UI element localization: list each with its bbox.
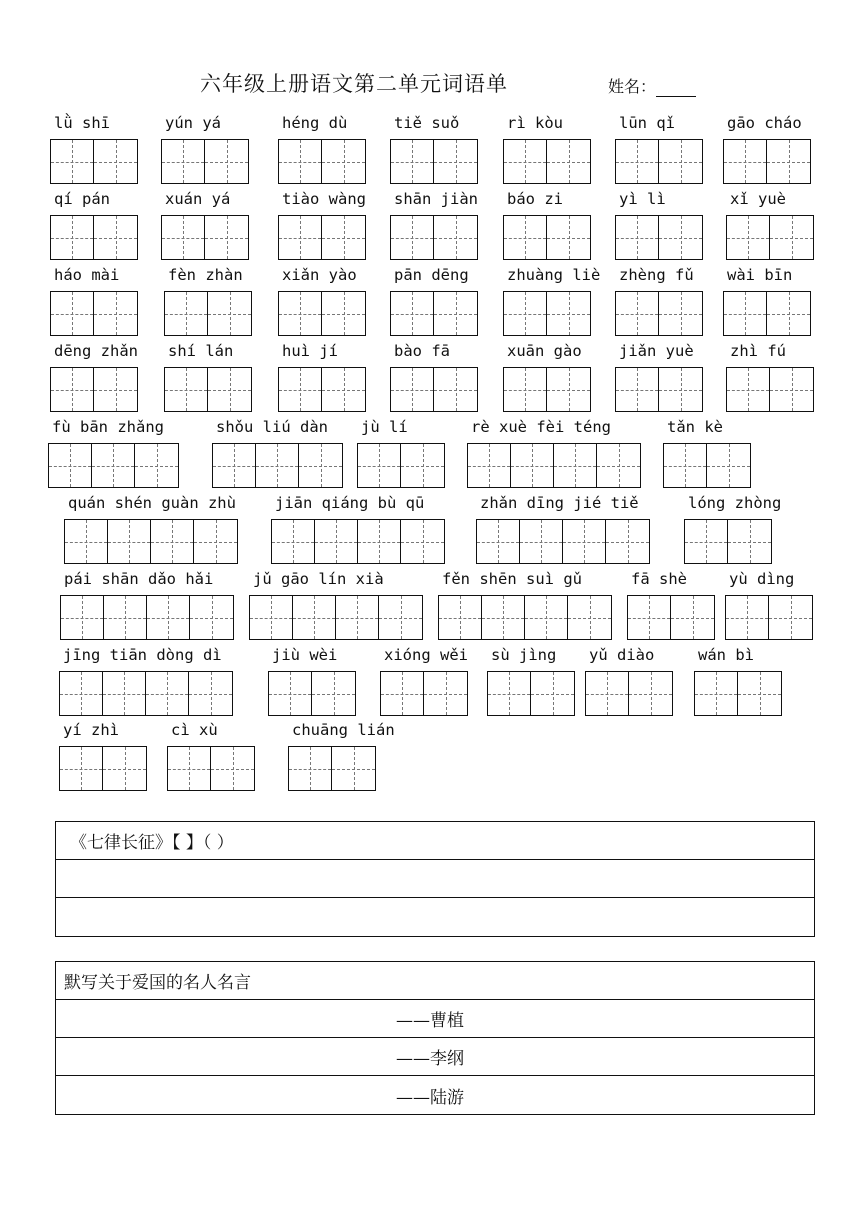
writing-grid[interactable] xyxy=(161,139,249,184)
pinyin-label: fěn shēn suì gǔ xyxy=(442,570,582,588)
pinyin-label: tiě suǒ xyxy=(394,114,460,132)
tianzige-cell[interactable] xyxy=(504,216,547,259)
tianzige-cell[interactable] xyxy=(312,672,355,715)
tianzige-cell[interactable] xyxy=(664,444,707,487)
writing-grid[interactable] xyxy=(59,671,233,716)
writing-grid[interactable] xyxy=(390,215,478,260)
tianzige-cell[interactable] xyxy=(616,140,659,183)
pinyin-label: jǔ gāo lín xià xyxy=(253,570,384,588)
pinyin-label: pái shān dǎo hǎi xyxy=(64,570,214,588)
tianzige-cell[interactable] xyxy=(531,672,574,715)
tianzige-cell[interactable] xyxy=(65,520,108,563)
tianzige-cell[interactable] xyxy=(547,368,590,411)
writing-grid[interactable] xyxy=(380,671,468,716)
tianzige-cell[interactable] xyxy=(525,596,568,639)
tianzige-cell[interactable] xyxy=(520,520,563,563)
tianzige-cell[interactable] xyxy=(94,368,137,411)
tianzige-cell[interactable] xyxy=(434,140,477,183)
writing-grid[interactable] xyxy=(278,291,366,336)
writing-grid[interactable] xyxy=(723,139,811,184)
poem-title: 《七律长征》【 】（ ） xyxy=(56,822,814,860)
tianzige-cell[interactable] xyxy=(322,140,365,183)
tianzige-cell[interactable] xyxy=(724,140,767,183)
writing-grid[interactable] xyxy=(50,215,138,260)
tianzige-cell[interactable] xyxy=(269,672,312,715)
tianzige-cell[interactable] xyxy=(504,292,547,335)
tianzige-cell[interactable] xyxy=(547,216,590,259)
writing-grid[interactable] xyxy=(615,291,703,336)
tianzige-cell[interactable] xyxy=(165,368,208,411)
tianzige-cell[interactable] xyxy=(424,672,467,715)
tianzige-cell[interactable] xyxy=(162,216,205,259)
tianzige-cell[interactable] xyxy=(293,596,336,639)
pinyin-label: shí lán xyxy=(168,342,234,360)
tianzige-cell[interactable] xyxy=(211,747,254,790)
tianzige-cell[interactable] xyxy=(190,596,233,639)
tianzige-cell[interactable] xyxy=(322,368,365,411)
writing-grid[interactable] xyxy=(60,595,234,640)
writing-grid[interactable] xyxy=(726,215,814,260)
page-title: 六年级上册语文第二单元词语单 xyxy=(200,72,508,96)
tianzige-cell[interactable] xyxy=(94,140,137,183)
name-label: 姓名： xyxy=(608,77,657,96)
tianzige-cell[interactable] xyxy=(168,747,211,790)
tianzige-cell[interactable] xyxy=(504,140,547,183)
tianzige-cell[interactable] xyxy=(51,216,94,259)
tianzige-cell[interactable] xyxy=(391,292,434,335)
tianzige-cell[interactable] xyxy=(272,520,315,563)
pinyin-label: huì jí xyxy=(282,342,338,360)
pinyin-label: yí zhì xyxy=(63,721,119,739)
tianzige-cell[interactable] xyxy=(61,596,104,639)
tianzige-cell[interactable] xyxy=(434,216,477,259)
pinyin-label: shān jiàn xyxy=(394,190,478,208)
tianzige-cell[interactable] xyxy=(724,292,767,335)
tianzige-cell[interactable] xyxy=(336,596,379,639)
writing-grid[interactable] xyxy=(487,671,575,716)
tianzige-cell[interactable] xyxy=(205,140,248,183)
writing-grid[interactable] xyxy=(271,519,445,564)
tianzige-cell[interactable] xyxy=(482,596,525,639)
pinyin-label: lóng zhòng xyxy=(688,494,782,512)
tianzige-cell[interactable] xyxy=(434,368,477,411)
tianzige-cell[interactable] xyxy=(391,140,434,183)
tianzige-cell[interactable] xyxy=(165,292,208,335)
writing-grid[interactable] xyxy=(161,215,249,260)
tianzige-cell[interactable] xyxy=(104,596,147,639)
pinyin-label: pān dēng xyxy=(394,266,469,284)
quotes-box xyxy=(55,961,815,1115)
tianzige-cell[interactable] xyxy=(135,444,178,487)
pinyin-label: lūn qǐ xyxy=(619,114,675,132)
writing-grid[interactable] xyxy=(164,367,252,412)
tianzige-cell[interactable] xyxy=(769,596,812,639)
writing-grid[interactable] xyxy=(278,367,366,412)
tianzige-cell[interactable] xyxy=(51,292,94,335)
writing-grid[interactable] xyxy=(64,519,238,564)
pinyin-label: dēng zhǎn xyxy=(54,342,138,360)
writing-grid[interactable] xyxy=(503,139,591,184)
writing-grid[interactable] xyxy=(694,671,782,716)
writing-grid[interactable] xyxy=(357,443,445,488)
tianzige-cell[interactable] xyxy=(391,216,434,259)
tianzige-cell[interactable] xyxy=(767,140,810,183)
writing-grid[interactable] xyxy=(212,443,343,488)
pinyin-label: shǒu liú dàn xyxy=(216,418,328,436)
pinyin-label: héng dù xyxy=(282,114,348,132)
tianzige-cell[interactable] xyxy=(205,216,248,259)
writing-grid[interactable] xyxy=(288,746,376,791)
tianzige-cell[interactable] xyxy=(616,292,659,335)
tianzige-cell[interactable] xyxy=(189,672,232,715)
writing-grid[interactable] xyxy=(726,367,814,412)
pinyin-label: zhǎn dīng jié tiě xyxy=(480,494,639,512)
tianzige-cell[interactable] xyxy=(279,368,322,411)
tianzige-cell[interactable] xyxy=(659,368,702,411)
tianzige-cell[interactable] xyxy=(671,596,714,639)
tianzige-cell[interactable] xyxy=(299,444,342,487)
tianzige-cell[interactable] xyxy=(208,368,251,411)
tianzige-cell[interactable] xyxy=(146,672,189,715)
tianzige-cell[interactable] xyxy=(628,596,671,639)
tianzige-cell[interactable] xyxy=(358,520,401,563)
writing-grid[interactable] xyxy=(390,139,478,184)
tianzige-cell[interactable] xyxy=(94,292,137,335)
pinyin-label: xiǎn yào xyxy=(282,266,357,284)
tianzige-cell[interactable] xyxy=(322,216,365,259)
writing-grid[interactable] xyxy=(50,291,138,336)
tianzige-cell[interactable] xyxy=(738,672,781,715)
tianzige-cell[interactable] xyxy=(213,444,256,487)
tianzige-cell[interactable] xyxy=(94,216,137,259)
tianzige-cell[interactable] xyxy=(208,292,251,335)
writing-grid[interactable] xyxy=(50,139,138,184)
tianzige-cell[interactable] xyxy=(597,444,640,487)
tianzige-cell[interactable] xyxy=(695,672,738,715)
writing-grid[interactable] xyxy=(278,139,366,184)
tianzige-cell[interactable] xyxy=(685,520,728,563)
writing-grid[interactable] xyxy=(663,443,751,488)
tianzige-cell[interactable] xyxy=(770,368,813,411)
pinyin-label: wán bì xyxy=(698,646,754,664)
tianzige-cell[interactable] xyxy=(568,596,611,639)
tianzige-cell[interactable] xyxy=(256,444,299,487)
quote-line[interactable]: ——陆游 xyxy=(396,1087,464,1108)
pinyin-label: zhì fú xyxy=(730,342,786,360)
writing-grid[interactable] xyxy=(723,291,811,336)
tianzige-cell[interactable] xyxy=(250,596,293,639)
pinyin-label: lǜ shī xyxy=(54,114,110,132)
tianzige-cell[interactable] xyxy=(147,596,190,639)
pinyin-label: sù jìng xyxy=(491,646,557,664)
writing-grid[interactable] xyxy=(438,595,612,640)
pinyin-label: chuāng lián xyxy=(292,721,395,739)
pinyin-label: xuān gào xyxy=(507,342,582,360)
tianzige-cell[interactable] xyxy=(488,672,531,715)
tianzige-cell[interactable] xyxy=(379,596,422,639)
poem-writing-line[interactable] xyxy=(56,898,814,936)
writing-grid[interactable] xyxy=(164,291,252,336)
pinyin-label: jiù wèi xyxy=(272,646,338,664)
writing-grid[interactable] xyxy=(390,291,478,336)
writing-grid[interactable] xyxy=(167,746,255,791)
pinyin-label: fèn zhàn xyxy=(168,266,243,284)
tianzige-cell[interactable] xyxy=(504,368,547,411)
pinyin-label: yún yá xyxy=(165,114,221,132)
tianzige-cell[interactable] xyxy=(151,520,194,563)
tianzige-cell[interactable] xyxy=(770,216,813,259)
pinyin-label: xuán yá xyxy=(165,190,231,208)
tianzige-cell[interactable] xyxy=(659,292,702,335)
tianzige-cell[interactable] xyxy=(616,216,659,259)
pinyin-label: háo mài xyxy=(54,266,120,284)
tianzige-cell[interactable] xyxy=(49,444,92,487)
writing-grid[interactable] xyxy=(50,367,138,412)
writing-grid[interactable] xyxy=(249,595,423,640)
writing-grid[interactable] xyxy=(467,443,641,488)
pinyin-label: jù lí xyxy=(361,418,408,436)
tianzige-cell[interactable] xyxy=(616,368,659,411)
writing-grid[interactable] xyxy=(268,671,356,716)
writing-grid[interactable] xyxy=(278,215,366,260)
tianzige-cell[interactable] xyxy=(401,520,444,563)
tianzige-cell[interactable] xyxy=(108,520,151,563)
tianzige-cell[interactable] xyxy=(477,520,520,563)
tianzige-cell[interactable] xyxy=(767,292,810,335)
tianzige-cell[interactable] xyxy=(289,747,332,790)
writing-grid[interactable] xyxy=(684,519,772,564)
tianzige-cell[interactable] xyxy=(92,444,135,487)
writing-grid[interactable] xyxy=(627,595,715,640)
tianzige-cell[interactable] xyxy=(659,140,702,183)
writing-grid[interactable] xyxy=(48,443,179,488)
tianzige-cell[interactable] xyxy=(51,140,94,183)
tianzige-cell[interactable] xyxy=(511,444,554,487)
quote-line[interactable]: ——曹植 xyxy=(56,1000,814,1038)
pinyin-label: jiān qiáng bù qū xyxy=(275,494,425,512)
tianzige-cell[interactable] xyxy=(322,292,365,335)
writing-grid[interactable] xyxy=(585,671,673,716)
tianzige-cell[interactable] xyxy=(391,368,434,411)
tianzige-cell[interactable] xyxy=(727,368,770,411)
tianzige-cell[interactable] xyxy=(103,672,146,715)
pinyin-label: fù bān zhǎng xyxy=(52,418,164,436)
pinyin-label: yì lì xyxy=(619,190,666,208)
pinyin-label: yǔ diào xyxy=(589,646,655,664)
tianzige-cell[interactable] xyxy=(563,520,606,563)
writing-grid[interactable] xyxy=(59,746,147,791)
writing-grid[interactable] xyxy=(615,139,703,184)
writing-grid[interactable] xyxy=(503,291,591,336)
writing-grid[interactable] xyxy=(615,215,703,260)
pinyin-label: fā shè xyxy=(631,570,687,588)
tianzige-cell[interactable] xyxy=(727,216,770,259)
tianzige-cell[interactable] xyxy=(586,672,629,715)
writing-grid[interactable] xyxy=(390,367,478,412)
tianzige-cell[interactable] xyxy=(279,216,322,259)
tianzige-cell[interactable] xyxy=(547,292,590,335)
pinyin-label: zhuàng liè xyxy=(507,266,601,284)
tianzige-cell[interactable] xyxy=(434,292,477,335)
tianzige-cell[interactable] xyxy=(315,520,358,563)
tianzige-cell[interactable] xyxy=(103,747,146,790)
poem-writing-line[interactable] xyxy=(56,860,814,898)
tianzige-cell[interactable] xyxy=(279,140,322,183)
pinyin-label: tiào wàng xyxy=(282,190,366,208)
tianzige-cell[interactable] xyxy=(439,596,482,639)
writing-grid[interactable] xyxy=(476,519,650,564)
tianzige-cell[interactable] xyxy=(194,520,237,563)
tianzige-cell[interactable] xyxy=(60,672,103,715)
writing-grid[interactable] xyxy=(503,215,591,260)
pinyin-label: bào fā xyxy=(394,342,450,360)
writing-grid[interactable] xyxy=(615,367,703,412)
tianzige-cell[interactable] xyxy=(162,140,205,183)
writing-grid[interactable] xyxy=(503,367,591,412)
tianzige-cell[interactable] xyxy=(707,444,750,487)
tianzige-cell[interactable] xyxy=(51,368,94,411)
quote-line[interactable]: ——李纲 xyxy=(56,1038,814,1076)
tianzige-cell[interactable] xyxy=(659,216,702,259)
pinyin-label: zhèng fǔ xyxy=(619,266,694,284)
pinyin-label: yù dìng xyxy=(729,570,795,588)
tianzige-cell[interactable] xyxy=(554,444,597,487)
pinyin-label: báo zi xyxy=(507,190,563,208)
pinyin-label: gāo cháo xyxy=(727,114,802,132)
tianzige-cell[interactable] xyxy=(606,520,649,563)
tianzige-cell[interactable] xyxy=(381,672,424,715)
tianzige-cell[interactable] xyxy=(358,444,401,487)
tianzige-cell[interactable] xyxy=(629,672,672,715)
tianzige-cell[interactable] xyxy=(60,747,103,790)
tianzige-cell[interactable] xyxy=(468,444,511,487)
quotes-heading: 默写关于爱国的名人名言 xyxy=(56,962,814,1000)
tianzige-cell[interactable] xyxy=(332,747,375,790)
tianzige-cell[interactable] xyxy=(726,596,769,639)
pinyin-label: wài bīn xyxy=(727,266,793,284)
pinyin-label: jīng tiān dòng dì xyxy=(63,646,222,664)
poem-box xyxy=(55,821,815,937)
tianzige-cell[interactable] xyxy=(401,444,444,487)
pinyin-label: rè xuè fèi téng xyxy=(471,418,611,436)
pinyin-label: cì xù xyxy=(171,721,218,739)
pinyin-label: quán shén guàn zhù xyxy=(68,494,236,512)
pinyin-label: rì kòu xyxy=(507,114,563,132)
pinyin-label: jiǎn yuè xyxy=(619,342,694,360)
pinyin-label: xǐ yuè xyxy=(730,190,786,208)
pinyin-label: qí pán xyxy=(54,190,110,208)
tianzige-cell[interactable] xyxy=(547,140,590,183)
pinyin-label: tǎn kè xyxy=(667,418,723,436)
tianzige-cell[interactable] xyxy=(279,292,322,335)
tianzige-cell[interactable] xyxy=(728,520,771,563)
writing-grid[interactable] xyxy=(725,595,813,640)
pinyin-label: xióng wěi xyxy=(384,646,468,664)
